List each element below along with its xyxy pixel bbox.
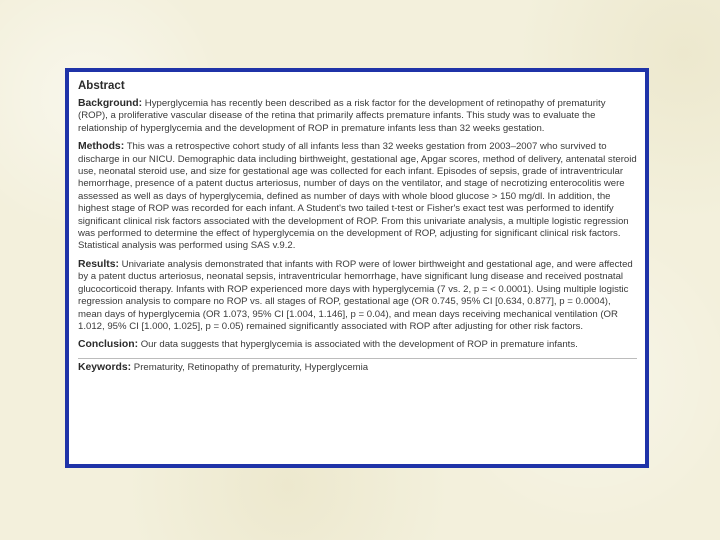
methods-text: This was a retrospective cohort study of all infants less than 32 weeks gestation from 2003–2007 who survived to discharge in our NICU. Demographic data including birthweight, gestational age, Apgar scores, method of delivery, antenatal steroid use, neonatal steroid use, and size for gestational age was collected for each infant. Episodes of sepsis, grade of intraventricular hemorrhage, presence of a patent ductus arteriosus, number of days on the ventilator, and stage of necrotizing enterocolitis were assessed as well as days of hyperglycemia, defined as number of days with whole blood glucose > 150 mg/dl. In addition, the highest stage of ROP was recorded for each infant. A Student's two tailed t-test or Fisher's exact test was performed to identify significant clinical risk factors associated with the development of ROP. From this univariate analysis, a multiple logistic regression was performed to determine the effect of hyperglycemia on the development of ROP, adjusting for significant clinical risk factors. Statistical analysis was performed using SAS v.9.2.	[78, 141, 637, 252]
conclusion-label: Conclusion:	[78, 339, 139, 351]
keywords-divider	[78, 358, 637, 359]
results-label: Results:	[78, 258, 119, 270]
results-text: Univariate analysis demonstrated that infants with ROP were of lower birthweight and gestational age, and were affected by a patent ductus arteriosus, neonatal sepsis, intraventricular hemorrhage, have significant lung disease and received postnatal glucocorticoid therapy. Infants with ROP experienced more days with hyperglycemia (7 vs. 2, p = < 0.0001). Using multiple logistic regression analysis to compare no ROP vs. all stages of ROP, gestational age (OR 0.745, 95% CI [0.634, 0.877], p = 0.0004), mean days of hyperglycemia (OR 1.073, 95% CI [1.004, 1.146], p = 0.04), and mean days receiving mechanical ventilation (OR 1.012, 95% CI [1.000, 1.025], p = 0.05) remained significantly associated with ROP after adjusting for other risk factors.	[78, 258, 633, 332]
keywords-label: Keywords:	[78, 361, 132, 373]
conclusion-section	[78, 339, 637, 351]
keywords-section	[78, 362, 637, 374]
methods-label: Methods:	[78, 141, 125, 153]
results-section	[78, 259, 637, 333]
methods-section	[78, 141, 637, 253]
background-section	[78, 98, 637, 135]
background-text: Hyperglycemia has recently been described as a risk factor for the development of retinopathy of prematurity (ROP), a proliferative vascular disease of the retina that primarily affects premature infants. This study was to evaluate the relationship of hyperglycemia and the development of ROP in premature infants less than 32 weeks gestation.	[78, 98, 606, 134]
conclusion-text: Our data suggests that hyperglycemia is associated with the development of ROP in premature infants.	[140, 339, 578, 351]
abstract-frame	[65, 68, 649, 468]
abstract-heading: Abstract	[78, 80, 125, 92]
keywords-text: Prematurity, Retinopathy of prematurity, Hyperglycemia	[133, 361, 369, 373]
background-label: Background:	[78, 98, 143, 109]
